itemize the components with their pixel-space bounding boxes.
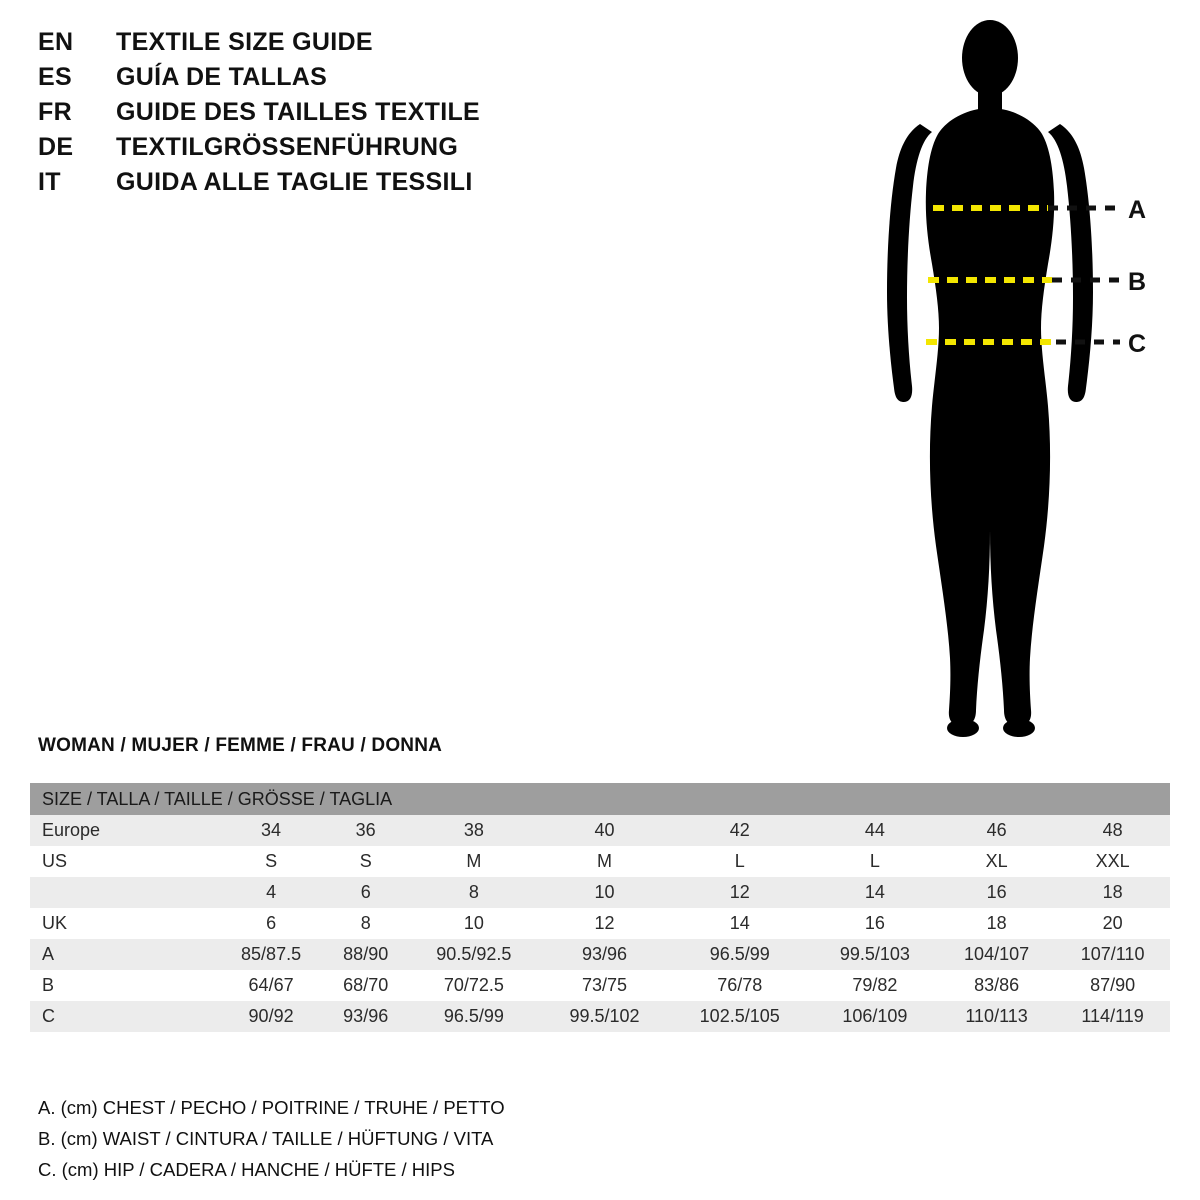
cell: M <box>406 846 541 877</box>
cell: S <box>217 846 325 877</box>
title-text-es: GUÍA DE TALLAS <box>116 63 328 91</box>
cell: 73/75 <box>541 970 667 1001</box>
cell: 107/110 <box>1055 939 1170 970</box>
cell: 36 <box>325 815 406 846</box>
size-table <box>30 783 1170 1032</box>
cell: S <box>325 846 406 877</box>
cell: 18 <box>938 908 1055 939</box>
cell: 104/107 <box>938 939 1055 970</box>
footnote-c: C. (cm) HIP / CADERA / HANCHE / HÜFTE / HIPS <box>38 1159 455 1180</box>
marker-label-a: A <box>1128 196 1147 224</box>
cell: 88/90 <box>325 939 406 970</box>
row-label-europe: Europe <box>30 815 217 846</box>
title-text-it: GUIDA ALLE TAGLIE TESSILI <box>116 168 473 196</box>
cell: 96.5/99 <box>668 939 812 970</box>
table-row <box>30 939 1170 970</box>
cell: 68/70 <box>325 970 406 1001</box>
cell: L <box>812 846 938 877</box>
cell: 90.5/92.5 <box>406 939 541 970</box>
section-label-woman: WOMAN / MUJER / FEMME / FRAU / DONNA <box>38 735 443 756</box>
cell: 114/119 <box>1055 1001 1170 1032</box>
cell: 40 <box>541 815 667 846</box>
marker-label-c: C <box>1128 330 1147 358</box>
title-text-de: TEXTILGRÖSSENFÜHRUNG <box>116 133 459 161</box>
cell: 16 <box>812 908 938 939</box>
language-code-de: DE <box>38 133 74 161</box>
title-text-en: TEXTILE SIZE GUIDE <box>116 28 373 56</box>
cell: 14 <box>668 908 812 939</box>
row-label-us: US <box>30 846 217 877</box>
row-label-b: B <box>30 970 217 1001</box>
title-row-de <box>38 133 598 168</box>
cell: 93/96 <box>541 939 667 970</box>
cell: 79/82 <box>812 970 938 1001</box>
cell: XL <box>938 846 1055 877</box>
row-label-a: A <box>30 939 217 970</box>
cell: 8 <box>406 877 541 908</box>
cell: 10 <box>406 908 541 939</box>
language-code-it: IT <box>38 168 61 196</box>
cell: 87/90 <box>1055 970 1170 1001</box>
footnote-a: A. (cm) CHEST / PECHO / POITRINE / TRUHE / PETTO <box>38 1097 505 1118</box>
marker-label-b: B <box>1128 268 1147 296</box>
cell: 76/78 <box>668 970 812 1001</box>
cell: 85/87.5 <box>217 939 325 970</box>
language-code-fr: FR <box>38 98 72 126</box>
cell: 46 <box>938 815 1055 846</box>
table-row <box>30 908 1170 939</box>
title-block <box>38 28 598 203</box>
cell: 83/86 <box>938 970 1055 1001</box>
cell: 99.5/102 <box>541 1001 667 1032</box>
cell: XXL <box>1055 846 1170 877</box>
cell: 14 <box>812 877 938 908</box>
cell: 12 <box>541 908 667 939</box>
footnotes <box>38 1092 938 1185</box>
title-row-en <box>38 28 598 63</box>
cell: 44 <box>812 815 938 846</box>
cell: 16 <box>938 877 1055 908</box>
cell: 34 <box>217 815 325 846</box>
cell: 64/67 <box>217 970 325 1001</box>
cell: 8 <box>325 908 406 939</box>
table-header-cell: SIZE / TALLA / TAILLE / GRÖSSE / TAGLIA <box>30 783 1170 815</box>
cell: 38 <box>406 815 541 846</box>
cell: 93/96 <box>325 1001 406 1032</box>
title-row-it <box>38 168 598 203</box>
title-row-fr <box>38 98 598 133</box>
cell: M <box>541 846 667 877</box>
cell: 10 <box>541 877 667 908</box>
body-figure-area <box>860 10 1190 750</box>
table-row <box>30 815 1170 846</box>
language-code-en: EN <box>38 28 74 56</box>
cell: 18 <box>1055 877 1170 908</box>
cell: 20 <box>1055 908 1170 939</box>
cell: 48 <box>1055 815 1170 846</box>
table-row <box>30 1001 1170 1032</box>
cell: 42 <box>668 815 812 846</box>
row-label-us-numeric <box>30 877 217 908</box>
cell: 90/92 <box>217 1001 325 1032</box>
table-header-row <box>30 783 1170 815</box>
cell: 6 <box>217 908 325 939</box>
title-row-es <box>38 63 598 98</box>
language-code-es: ES <box>38 63 72 91</box>
female-body-silhouette-icon <box>860 10 1190 750</box>
table-row <box>30 877 1170 908</box>
cell: 99.5/103 <box>812 939 938 970</box>
row-label-uk: UK <box>30 908 217 939</box>
cell: 110/113 <box>938 1001 1055 1032</box>
title-text-fr: GUIDE DES TAILLES TEXTILE <box>116 98 481 126</box>
cell: L <box>668 846 812 877</box>
cell: 106/109 <box>812 1001 938 1032</box>
row-label-c: C <box>30 1001 217 1032</box>
cell: 102.5/105 <box>668 1001 812 1032</box>
cell: 12 <box>668 877 812 908</box>
cell: 6 <box>325 877 406 908</box>
cell: 70/72.5 <box>406 970 541 1001</box>
cell: 4 <box>217 877 325 908</box>
cell: 96.5/99 <box>406 1001 541 1032</box>
footnote-b: B. (cm) WAIST / CINTURA / TAILLE / HÜFTUNG / VITA <box>38 1128 494 1149</box>
table-row <box>30 970 1170 1001</box>
table-row <box>30 846 1170 877</box>
